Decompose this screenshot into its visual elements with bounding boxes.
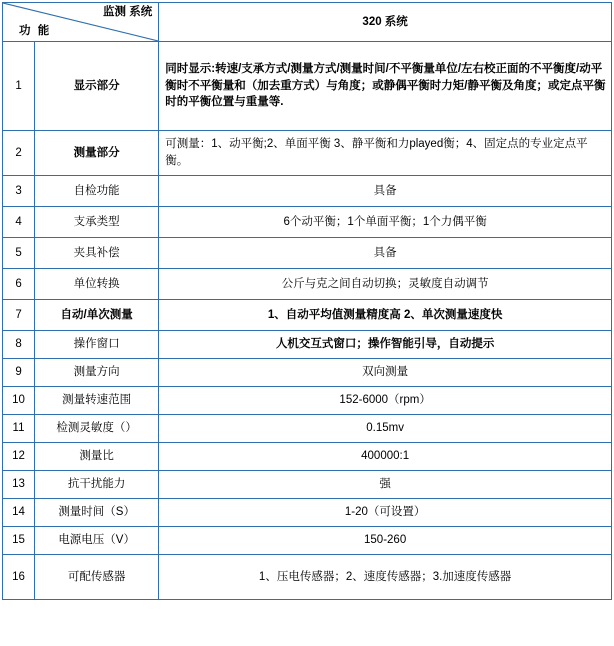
row-number: 14 xyxy=(3,499,35,527)
table-row xyxy=(3,387,612,415)
row-function: 检测灵敏度（） xyxy=(35,415,159,443)
row-function: 测量转速范围 xyxy=(35,387,159,415)
table-row xyxy=(3,415,612,443)
header-corner-top-label: 监测 系统 xyxy=(103,6,153,18)
row-function: 夹具补偿 xyxy=(35,238,159,269)
table-row xyxy=(3,471,612,499)
row-value: 1、压电传感器；2、速度传感器；3.加速度传感器 xyxy=(159,555,612,600)
row-function: 支承类型 xyxy=(35,207,159,238)
row-number: 8 xyxy=(3,331,35,359)
table-row xyxy=(3,300,612,331)
header-corner-cell xyxy=(3,3,159,42)
row-number: 5 xyxy=(3,238,35,269)
row-value: 人机交互式窗口；操作智能引导，自动提示 xyxy=(159,331,612,359)
row-function: 测量比 xyxy=(35,443,159,471)
row-number: 12 xyxy=(3,443,35,471)
row-function: 可配传感器 xyxy=(35,555,159,600)
table-row xyxy=(3,176,612,207)
table-header-row xyxy=(3,3,612,42)
row-value: 双向测量 xyxy=(159,359,612,387)
row-value: 可测量：1、动平衡;2、单面平衡 3、静平衡和力played衡；4、固定点的专业定点平衡。 xyxy=(159,131,612,176)
row-function: 电源电压（V） xyxy=(35,527,159,555)
row-value: 具备 xyxy=(159,176,612,207)
row-number: 4 xyxy=(3,207,35,238)
row-function: 抗干扰能力 xyxy=(35,471,159,499)
table-row xyxy=(3,131,612,176)
row-value: 6个动平衡；1个单面平衡；1个力偶平衡 xyxy=(159,207,612,238)
row-function: 测量部分 xyxy=(35,131,159,176)
row-number: 10 xyxy=(3,387,35,415)
table-row xyxy=(3,42,612,131)
row-function: 单位转换 xyxy=(35,269,159,300)
row-function: 操作窗口 xyxy=(35,331,159,359)
table-row xyxy=(3,527,612,555)
row-number: 1 xyxy=(3,42,35,131)
table-row xyxy=(3,359,612,387)
table-row xyxy=(3,499,612,527)
row-function: 测量方向 xyxy=(35,359,159,387)
row-number: 7 xyxy=(3,300,35,331)
row-function: 自动/单次测量 xyxy=(35,300,159,331)
row-value: 强 xyxy=(159,471,612,499)
specification-table xyxy=(2,2,612,600)
row-value: 152-6000（rpm） xyxy=(159,387,612,415)
row-number: 9 xyxy=(3,359,35,387)
row-function: 测量时间（S） xyxy=(35,499,159,527)
row-function: 显示部分 xyxy=(35,42,159,131)
row-value: 公斤与克之间自动切换；灵敏度自动调节 xyxy=(159,269,612,300)
table-row xyxy=(3,443,612,471)
row-function: 自检功能 xyxy=(35,176,159,207)
row-number: 2 xyxy=(3,131,35,176)
row-value: 400000:1 xyxy=(159,443,612,471)
row-value: 1-20（可设置） xyxy=(159,499,612,527)
row-value: 150-260 xyxy=(159,527,612,555)
row-number: 3 xyxy=(3,176,35,207)
row-number: 13 xyxy=(3,471,35,499)
table-row xyxy=(3,207,612,238)
table-row xyxy=(3,269,612,300)
table-row xyxy=(3,331,612,359)
row-value: 同时显示:转速/支承方式/测量方式/测量时间/不平衡量单位/左右校正面的不平衡度/动平衡时不平衡量和（加去重方式）与角度；或静偶平衡时力矩/静平衡及角度；或定点平衡时的平衡位置与重量等. xyxy=(159,42,612,131)
row-number: 16 xyxy=(3,555,35,600)
row-value: 0.15mv xyxy=(159,415,612,443)
row-number: 15 xyxy=(3,527,35,555)
row-value: 具备 xyxy=(159,238,612,269)
header-title-cell: 320 系统 xyxy=(159,3,612,42)
row-number: 11 xyxy=(3,415,35,443)
table-row xyxy=(3,555,612,600)
table-row xyxy=(3,238,612,269)
row-value: 1、自动平均值测量精度高 2、单次测量速度快 xyxy=(159,300,612,331)
header-corner-bottom-label: 功 能 xyxy=(19,25,52,38)
row-number: 6 xyxy=(3,269,35,300)
